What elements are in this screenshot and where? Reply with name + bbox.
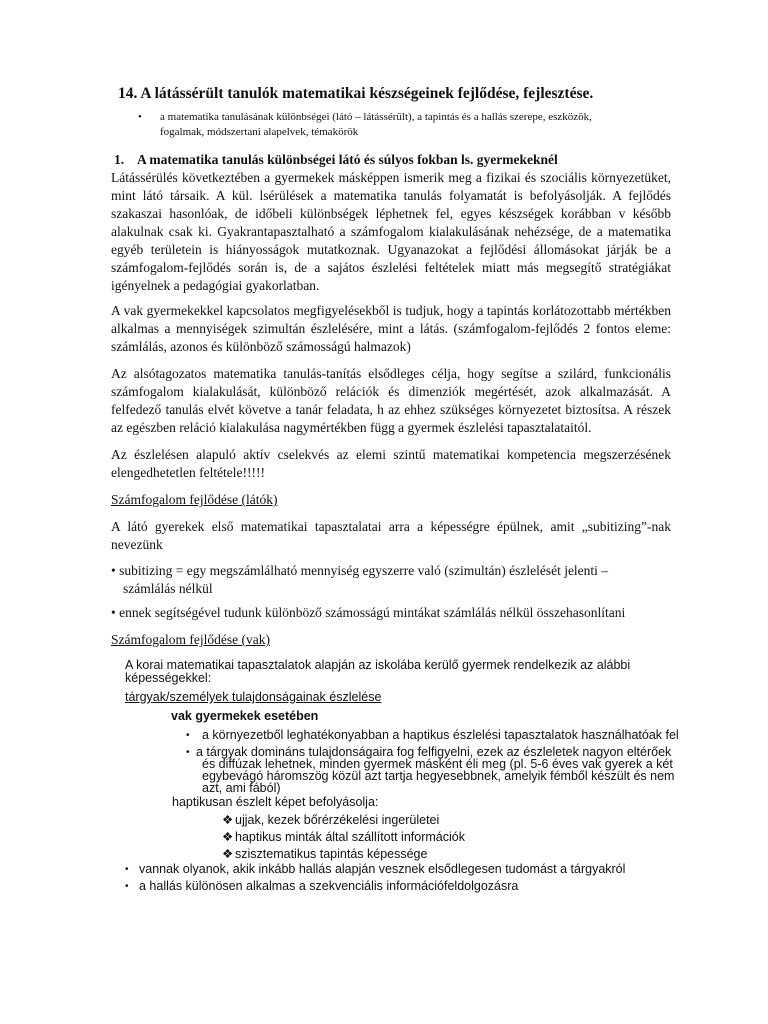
bullet-compare: • ennek segítségével tudunk különböző számosságú mintákat számlálás nélkül összehasonlítani <box>111 605 626 620</box>
box-haptic-2: haptikus minták által szállított információk <box>235 830 465 844</box>
box-subheading: vak gyermekek esetében <box>171 709 319 723</box>
box-bullet-2-line-2: és diffúzak lehetnek, minden gyermek másként éli meg (pl. 5-6 éves vak gyerek a két <box>202 757 673 771</box>
topics-bullet-item <box>138 110 678 140</box>
box-heading: tárgyak/személyek tulajdonságainak észlelése <box>125 690 382 704</box>
bullet-icon: • <box>125 881 129 892</box>
heading-1 <box>114 151 714 169</box>
box-haptic-heading: haptikusan észlelt képet befolyásolja: <box>172 795 379 809</box>
subheading-seeing: Számfogalom fejlődése (látók) <box>111 492 278 507</box>
heading-1-number: 1. <box>114 152 125 167</box>
box-bullet-2-line-3: egybevágó háromszög közül azt tartja hegyesebbnek, amelyik fémből készült és nem <box>202 769 675 783</box>
paragraph-4: Az észlelésen alapuló aktív cselekvés az elemi szintű matematikai kompetencia megszerzésének elengedhetetlen feltétele!!!!! <box>111 447 671 480</box>
bullet-subitizing-line-1: • subitizing = egy megszámlálható mennyiség egyszerre való (szimultán) észlelését jelenti – <box>111 563 609 578</box>
topics-line-1: a matematika tanulásának különbségei (látó – látássérült), a tapintás és a hallás szerepe, eszközök, <box>160 111 592 123</box>
subheading-blind: Számfogalom fejlődése (vak) <box>111 632 270 647</box>
box-bullet-2-line-4: azt, ami fából) <box>202 781 281 795</box>
box-outer-bullet-2: a hallás különösen alkalmas a szekvenciális információfeldolgozásra <box>139 879 519 893</box>
paragraph-1: Látássérülés következtében a gyermekek másképpen ismerik meg a fizikai és szociális környezetüket, mint látó társaik. A kül. lsérülések a matematika tanulás folyamatát is befolyásolják. A fejlődés szakaszai hasonlóak, de időbeli különbségek léphetnek fel, egyes készségek korábban v később alakulnak csak ki. Gyakrantapasztalható a számfogalom kialakulásának nehézsége, de a matematika egyéb területein is hiányosságok mutatkoznak. Ugyanazokat a fejlődési állomásokat járják be a számfogalom-fejlődés során is, de a sajátos észlelési feltételek miatt más megsegítő stratégiákat igényelnek a pedagógiai gyakorlatban. <box>111 170 671 293</box>
box-intro-line-1: A korai matematikai tapasztalatok alapján az iskolába kerülő gyermek rendelkezik az alábbi <box>125 658 631 672</box>
topics-line-2: fogalmak, módszertani alapelvek, témakörök <box>160 126 359 138</box>
paragraph-3: Az alsótagozatos matematika tanulás-tanítás elsődleges célja, hogy segítse a szilárd, funkcionális számfogalom kialakulását, különböző relációk és dimenziók megértését, azok alkalmazását. A felfedező tanulás elvét követve a tanár feladata, h az ehhez szükséges környezetet biztosítsa. A részek az egészben reláció kialakulása nagymértékben függ a gyermek észlelési tapasztalataitól. <box>111 366 671 435</box>
bullet-icon: • <box>138 111 142 123</box>
bullet-subitizing <box>111 562 671 598</box>
bullet-icon: • <box>186 730 190 741</box>
heading-1-text: A matematika tanulás különbségei látó és súlyos fokban ls. gyermekeknél <box>137 152 558 167</box>
bullet-subitizing-line-2: számlálás nélkül <box>123 581 213 596</box>
box-outer-bullet-1: vannak olyanok, akik inkább hallás alapján vesznek elsődlegesen tudomást a tárgyakról <box>139 862 626 876</box>
box-intro-line-2: képességekkel: <box>125 671 212 685</box>
paragraph-5: A látó gyerekek első matematikai tapasztalatai arra a képességre épülnek, amit „subitizing”-nak nevezünk <box>111 519 671 552</box>
diamond-bullet-icon: ❖ <box>222 830 234 844</box>
box-haptic-1: ujjak, kezek bőrérzékelési ingerületei <box>235 813 440 827</box>
paragraph-2: A vak gyermekekkel kapcsolatos megfigyelésekből is tudjuk, hogy a tapintás korlátozottabb mértékben alkalmas a mennyiségek szimultán észlelésére, mint a látás. (számfogalom-fejlődés 2 fontos eleme: számlálás, azonos és különböző számosságú halmazok) <box>111 303 671 354</box>
box-haptic-3: szisztematikus tapintás képessége <box>235 847 428 861</box>
section-title: 14. A látássérült tanulók matematikai készségeinek fejlődése, fejlesztése. <box>118 85 594 102</box>
box-bullet-2-line-1: a tárgyak domináns tulajdonságaira fog felfigyelni, ezek az észleletek nagyon eltérőek <box>196 745 672 759</box>
bullet-icon: • <box>186 747 190 758</box>
embedded-slide-text <box>120 657 705 897</box>
bullet-icon: • <box>125 864 129 875</box>
diamond-bullet-icon: ❖ <box>222 847 234 861</box>
box-bullet-1: a környezetből leghatékonyabban a haptikus észlelési tapasztalatok használhatóak fel <box>202 728 679 742</box>
diamond-bullet-icon: ❖ <box>222 813 234 827</box>
